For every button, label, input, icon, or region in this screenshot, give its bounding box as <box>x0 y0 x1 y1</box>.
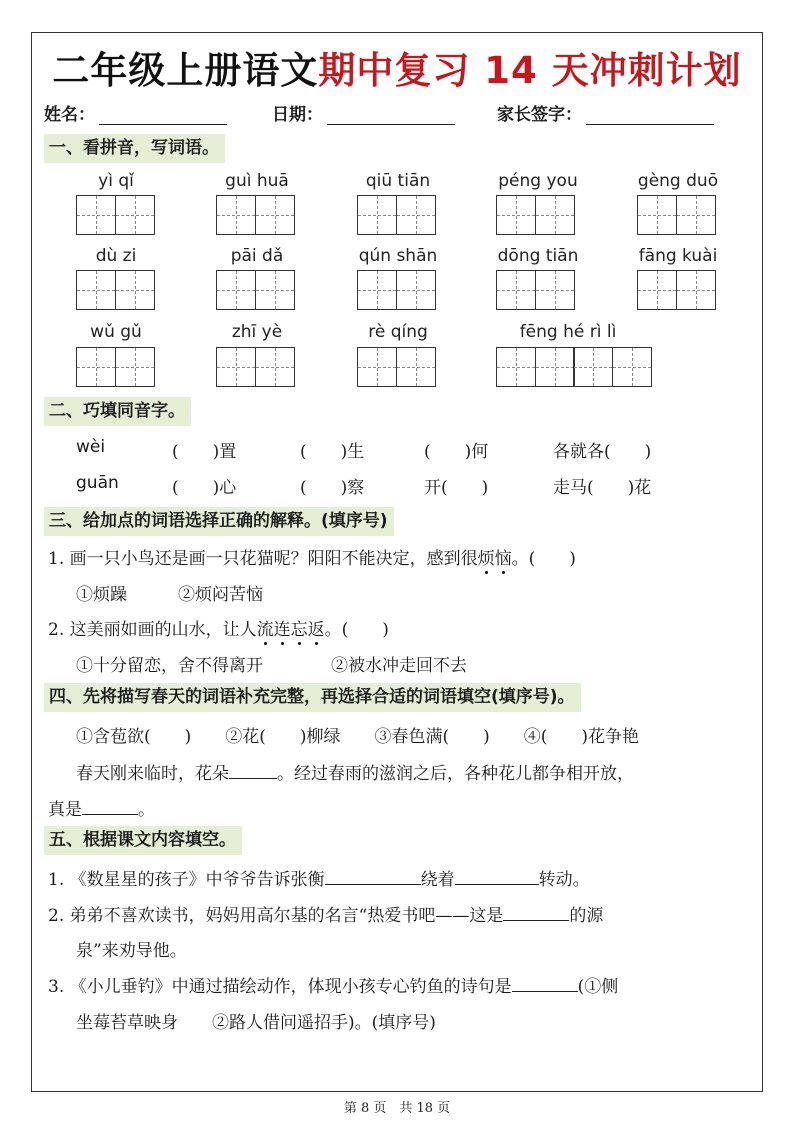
writing-grid-6[interactable] <box>76 270 155 310</box>
name-field[interactable] <box>44 100 227 125</box>
homophone-guan-d[interactable]: 走马( )花 <box>553 478 652 498</box>
q5-line-1: 1. 《数星星的孩子》中爷爷告诉张衡 绕着 转动。 <box>48 870 590 890</box>
pinyin-5: gèng duō <box>637 171 719 191</box>
writing-grid-12[interactable] <box>216 347 295 387</box>
q5-line-2: 2. 弟弟不喜欢读书，妈妈用高尔基的名言“热爱书吧——这是 的源 <box>48 906 604 926</box>
dotted-char: 恼 <box>494 549 512 569</box>
q3-answer-1[interactable]: 。( ) <box>511 549 576 569</box>
writing-grid-14[interactable] <box>496 347 652 387</box>
pinyin-9: dōng tiān <box>497 246 579 266</box>
q4-word-list[interactable]: ①含苞欲( ) ②花( )柳绿 ③春色满( ) ④( )花争艳 <box>76 727 640 747</box>
writing-grid-2[interactable] <box>216 195 295 235</box>
section-4-heading: 四、先将描写春天的词语补充完整，再选择合适的词语填空(填序号)。 <box>44 683 581 712</box>
homophone-pinyin-guan: guān <box>76 473 119 493</box>
date-field[interactable] <box>272 100 455 125</box>
parent-signature-line[interactable] <box>586 108 714 125</box>
writing-grid-7[interactable] <box>216 270 295 310</box>
homophone-guan-b[interactable]: ( )察 <box>300 478 365 498</box>
homophone-pinyin-wei: wèi <box>76 437 106 457</box>
homophone-guan-a[interactable]: ( )心 <box>172 478 237 498</box>
homophone-guan-c[interactable]: 开( ) <box>424 478 489 498</box>
name-label: 姓名： <box>44 105 95 125</box>
homophone-wei-b[interactable]: ( )生 <box>300 442 365 462</box>
writing-grid-3[interactable] <box>357 195 436 235</box>
pinyin-11: wǔ gǔ <box>90 322 142 342</box>
writing-grid-4[interactable] <box>496 195 575 235</box>
parent-signature-label: 家长签字： <box>497 105 582 125</box>
q3-options-1: ①烦躁 ②烦闷苦恼 <box>76 585 263 605</box>
q5-blank-3[interactable] <box>503 905 569 921</box>
date-label: 日期： <box>272 105 323 125</box>
pinyin-14: fēng hé rì lì <box>519 322 617 342</box>
writing-grid-5[interactable] <box>637 195 716 235</box>
pinyin-3: qiū tiān <box>365 171 431 191</box>
writing-grid-9[interactable] <box>496 270 575 310</box>
dotted-char: 连 <box>273 620 291 640</box>
page-title <box>0 40 794 94</box>
pinyin-4: péng you <box>498 171 578 191</box>
pinyin-6: dù zi <box>95 246 137 266</box>
pinyin-13: rè qíng <box>368 322 428 342</box>
q4-blank-1[interactable] <box>229 763 277 779</box>
q5-line-3: 3. 《小儿垂钓》中通过描绘动作，体现小孩专心钓鱼的诗句是 (①侧 <box>48 977 619 997</box>
writing-grid-8[interactable] <box>357 270 436 310</box>
pinyin-7: pāi dǎ <box>230 246 284 266</box>
pinyin-10: fāng kuài <box>638 246 718 266</box>
q5-line-3-cont: 坐莓苔草映身 ②路人借问遥招手)。(填序号) <box>76 1013 436 1033</box>
page-footer: 第 8 页 共 18 页 <box>343 1101 451 1116</box>
pinyin-12: zhī yè <box>231 322 283 342</box>
parent-signature-field[interactable] <box>497 100 714 125</box>
writing-grid-11[interactable] <box>76 347 155 387</box>
writing-grid-1[interactable] <box>76 195 155 235</box>
q3-options-2: ①十分留恋，舍不得离开 ②被水冲走回不去 <box>76 656 467 676</box>
section-1-heading: 一、看拼音，写词语。 <box>44 134 225 163</box>
section-3-heading: 三、给加点的词语选择正确的解释。(填序号) <box>44 507 394 536</box>
writing-grid-13[interactable] <box>357 347 436 387</box>
q5-blank-1[interactable] <box>325 869 421 885</box>
dotted-char: 流 <box>256 620 274 640</box>
q5-blank-2[interactable] <box>455 869 539 885</box>
q4-blank-2[interactable] <box>82 799 138 815</box>
pinyin-1: yì qǐ <box>98 171 134 191</box>
dotted-char: 忘 <box>290 620 308 640</box>
q3-question-1: 1. 画一只小鸟还是画一只花猫呢？阳阳不能决定，感到很烦恼。( ) <box>48 549 576 569</box>
homophone-wei-a[interactable]: ( )置 <box>172 442 237 462</box>
title-part-1: 二年级上册语文 <box>52 49 319 92</box>
section-2-heading: 二、巧填同音字。 <box>44 397 191 426</box>
homophone-wei-c[interactable]: ( )何 <box>424 442 489 462</box>
name-line[interactable] <box>99 108 227 125</box>
homophone-wei-d[interactable]: 各就各( ) <box>553 442 652 462</box>
date-line[interactable] <box>327 108 455 125</box>
dotted-char: 烦 <box>477 549 495 569</box>
pinyin-2: guì huā <box>225 171 289 191</box>
q4-paragraph-line-2: 真是 。 <box>48 800 155 820</box>
section-5-heading: 五、根据课文内容填空。 <box>44 826 242 855</box>
q3-question-2: 2. 这美丽如画的山水，让人流连忘返。( ) <box>48 620 389 640</box>
dotted-char: 返 <box>307 620 325 640</box>
q5-blank-4[interactable] <box>512 976 578 992</box>
q3-answer-2[interactable]: 。( ) <box>324 620 389 640</box>
title-part-2: 期中复习 14 天冲刺计划 <box>318 49 742 92</box>
pinyin-8: qún shān <box>358 246 438 266</box>
writing-grid-10[interactable] <box>637 270 716 310</box>
q4-paragraph-line-1: 春天刚来临时，花朵 。经过春雨的滋润之后，各种花儿都争相开放， <box>76 764 634 784</box>
q5-line-2-cont: 泉”来劝导他。 <box>76 941 187 961</box>
